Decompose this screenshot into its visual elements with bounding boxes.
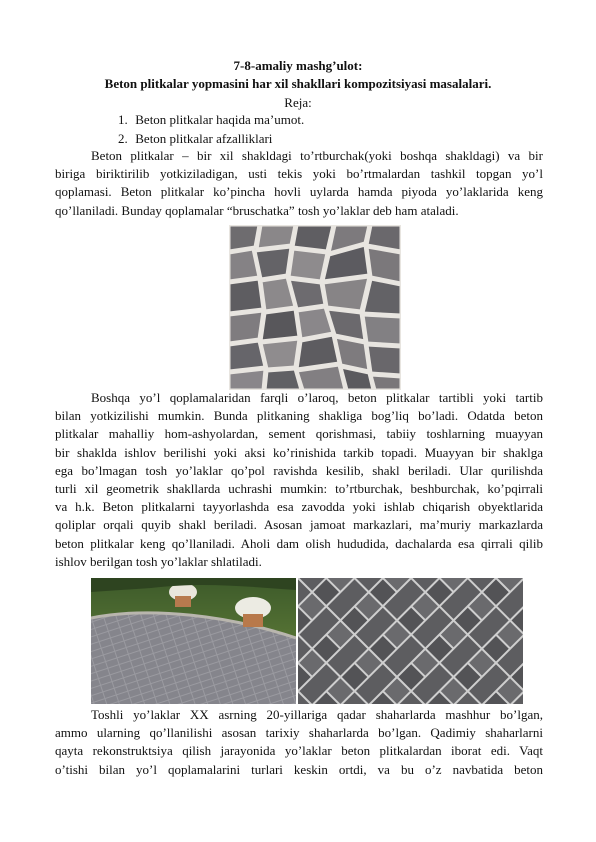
text-line: ishlov berilgan tosh yo’laklar shlatiladi. bbox=[55, 553, 262, 569]
text-line: biriga biriktirilib yotkiziladigan, usti tekis yoki bo’rtmalardan tashkil topgan yo’l bbox=[55, 166, 543, 182]
exercise-subtitle: Beton plitkalar yopmasini har xil shakllari kompozitsiyasi masalalari. bbox=[104, 76, 492, 91]
plan-item-number: 2. bbox=[118, 131, 128, 146]
herringbone-paving-photo bbox=[298, 578, 523, 704]
text-line: qoliplar orqali quyib shakl beriladi. Asosan jamoat markazlari, ma’muriy markazlarda bbox=[55, 517, 543, 533]
text-line: qayta rekonstruktsiya qilish jarayonida yo’laklar beton plitkalardan iborat edi. Vaqt bbox=[55, 743, 543, 759]
text-line: plitkalar mahalliy hom-ashyolardan, sement qorishmasi, tabiiy toshlarning muayyan bbox=[55, 426, 543, 442]
text-line: qoplamasi. Beton plitkalar ko’pincha hovli uylarda hamda piyoda yo’laklarida keng bbox=[55, 184, 543, 200]
text-line: bir shaklda ishlov berilishi yoki aksi ko’rinishida tarkib topadi. Muayyan bir shaklga bbox=[55, 444, 543, 460]
text-line: Boshqa yo’l qoplamalaridan farqli o’laroq, beton plitkalar tartibli yoki tartib bbox=[91, 390, 543, 405]
text-line: Beton plitkalar – bir xil shakldagi to’rtburchak(yoki boshqa shakldagi) va bir bbox=[91, 148, 543, 163]
plan-heading: Reja: bbox=[284, 95, 312, 110]
text-line: turli xil geometrik shakllarda uchrashi mumkin: to’rtburchak, beshburchak, ko’pqirrali bbox=[55, 480, 543, 496]
paved-path-photo bbox=[91, 578, 296, 704]
text-line: Toshli yo’laklar XX asrning 20-yillariga qadar shaharlarda mashhur bo’lgan, bbox=[91, 707, 543, 722]
plan-item-text: Beton plitkalar haqida ma’umot. bbox=[135, 112, 305, 127]
plan-item-text: Beton plitkalar afzalliklari bbox=[135, 131, 273, 146]
text-line: ammo ularning qo’llanilishi asosan tarixiy shaharlarda bo’lgan. Qadimiy shaharlarni bbox=[55, 725, 543, 741]
plan-item bbox=[118, 131, 272, 147]
text-line: o’tishi bilan yo’l qoplamalarini turlari keskin ortdi, va bu o’z navbatida beton bbox=[55, 761, 543, 777]
text-line: ega bo’lmagan tosh yo’laklar qo’pol ravishda kesilib, shakl beriladi. Ular qurilishda bbox=[55, 462, 543, 478]
text-line: bilan yotkizilishi mumkin. Bunda plitkaning shakliga bog’liq bo’ladi. Odatda beton bbox=[55, 408, 543, 424]
paragraph-history bbox=[55, 706, 543, 779]
exercise-title: 7-8-amaliy mashg’ulot: bbox=[233, 58, 363, 73]
plan-item-number: 1. bbox=[118, 112, 128, 127]
text-line: beton plitkalar keng qo’llaniladi. Aholi dam olish hududida, dachalarda esa qirrali qilib bbox=[55, 535, 543, 551]
text-line: qo’llaniladi. Bunday qoplamalar “bruschatka” tosh yo’laklar deb ham ataladi. bbox=[55, 202, 459, 218]
paragraph-types bbox=[55, 389, 543, 571]
paragraph-intro bbox=[55, 147, 543, 220]
plan-item bbox=[118, 112, 304, 128]
flagstone-photo bbox=[229, 225, 401, 390]
text-line: va h.k. Beton plitkalarni tayyorlashda esa zavodda yoki ishlab chiqarish obyektlarida bbox=[55, 499, 543, 515]
